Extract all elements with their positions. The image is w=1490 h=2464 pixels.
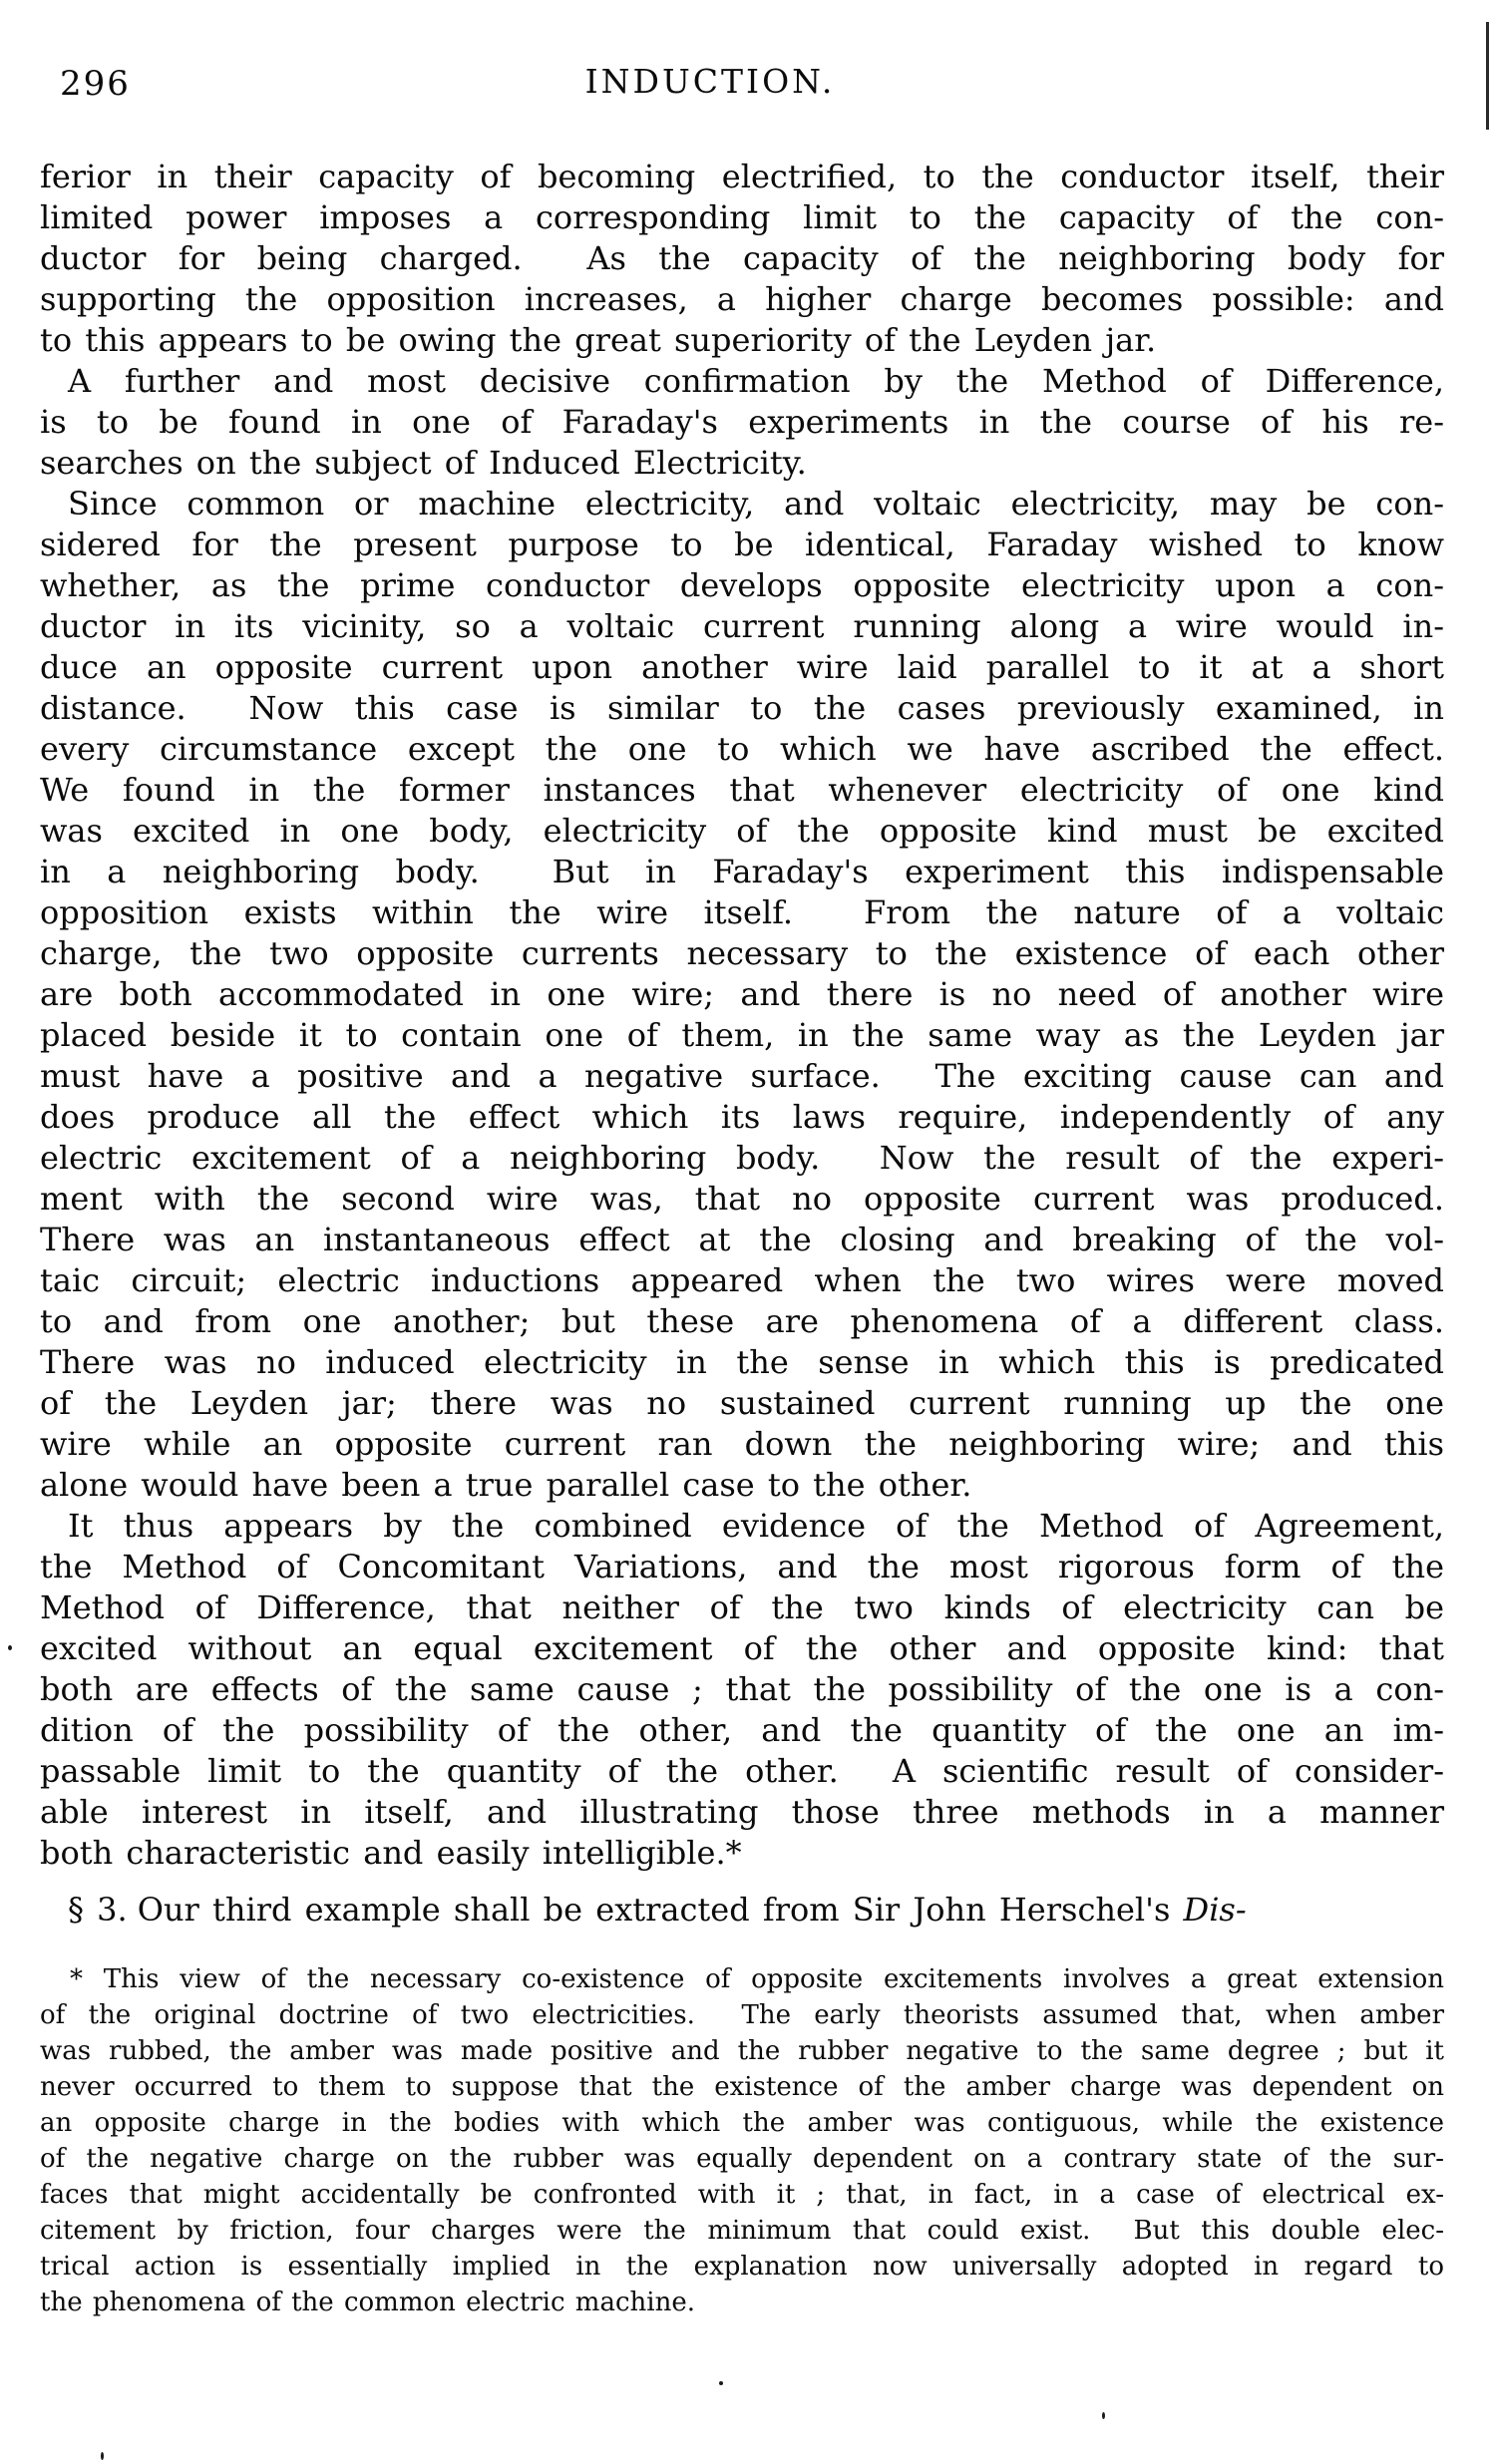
text-line: taic circuit; electric inductions appeared when the two wires were moved bbox=[40, 1261, 1444, 1299]
text-line: ment with the second wire was, that no opposite current was produced. bbox=[40, 1180, 1444, 1218]
text-line: must have a positive and a negative surface. The exciting cause can and bbox=[40, 1057, 1444, 1095]
running-header-title: INDUCTION. bbox=[584, 62, 836, 101]
text-line: passable limit to the quantity of the other. A scientific result of consider- bbox=[40, 1752, 1444, 1790]
text-line: Since common or machine electricity, and voltaic electricity, may be con- bbox=[68, 485, 1444, 523]
text-line: electric excitement of a neighboring body. Now the result of the experi- bbox=[40, 1139, 1444, 1177]
footnote-line: the phenomena of the common electric machine. bbox=[40, 2288, 695, 2317]
section-italic-word: Dis- bbox=[1183, 1891, 1247, 1929]
scan-speck bbox=[101, 2452, 104, 2460]
text-line: There was an instantaneous effect at the closing and breaking of the vol- bbox=[40, 1221, 1444, 1258]
text-line: alone would have been a true parallel case to the other. bbox=[40, 1466, 972, 1504]
text-line: It thus appears by the combined evidence of the Method of Agreement, bbox=[68, 1507, 1444, 1545]
text-line: supporting the opposition increases, a higher charge becomes possible: and bbox=[40, 280, 1444, 318]
text-line: of the Leyden jar; there was no sustained current running up the one bbox=[40, 1384, 1444, 1422]
text-line: are both accommodated in one wire; and there is no need of another wire bbox=[40, 975, 1444, 1013]
text-line: searches on the subject of Induced Electricity. bbox=[40, 444, 807, 482]
text-line: to this appears to be owing the great superiority of the Leyden jar. bbox=[40, 321, 1157, 359]
text-line: to and from one another; but these are phenomena of a different class. bbox=[40, 1302, 1444, 1340]
footnote-line: citement by friction, four charges were the minimum that could exist. But this double elec- bbox=[40, 2216, 1444, 2246]
footnote-line: trical action is essentially implied in the explanation now universally adopted in regard to bbox=[40, 2252, 1444, 2282]
text-line: is to be found in one of Faraday's experiments in the course of his re- bbox=[40, 403, 1444, 441]
scan-speck bbox=[8, 1645, 12, 1650]
text-line: in a neighboring body. But in Faraday's experiment this indispensable bbox=[40, 853, 1444, 890]
text-line: excited without an equal excitement of the other and opposite kind: that bbox=[40, 1629, 1444, 1667]
text-line: every circumstance except the one to which we have ascribed the effect. bbox=[40, 730, 1444, 768]
text-line: both are effects of the same cause ; that the possibility of the one is a con- bbox=[40, 1670, 1444, 1708]
scan-edge-artifact bbox=[1486, 22, 1489, 130]
scan-speck bbox=[719, 2381, 723, 2385]
footnote-line: never occurred to them to suppose that the existence of the amber charge was dependent on bbox=[40, 2072, 1444, 2102]
section-text: Our third example shall be extracted from Sir John Herschel's bbox=[137, 1891, 1184, 1929]
text-line: ductor in its vicinity, so a voltaic current running along a wire would in- bbox=[40, 607, 1444, 645]
footnote-line: was rubbed, the amber was made positive and the rubber negative to the same degree ; but it bbox=[40, 2036, 1444, 2066]
text-line: opposition exists within the wire itself. From the nature of a voltaic bbox=[40, 893, 1444, 931]
text-line: Method of Difference, that neither of the two kinds of electricity can be bbox=[40, 1588, 1444, 1626]
page-number: 296 bbox=[60, 64, 131, 104]
section-heading bbox=[40, 1890, 1444, 1931]
body-text-block bbox=[40, 157, 1444, 1874]
footnote-line: faces that might accidentally be confronted with it ; that, in fact, in a case of electrical ex- bbox=[40, 2180, 1444, 2210]
text-line: was excited in one body, electricity of the opposite kind must be excited bbox=[40, 812, 1444, 850]
text-line: sidered for the present purpose to be identical, Faraday wished to know bbox=[40, 526, 1444, 563]
scan-speck bbox=[1102, 2412, 1105, 2419]
text-line: whether, as the prime conductor develops opposite electricity upon a con- bbox=[40, 566, 1444, 604]
text-line: dition of the possibility of the other, and the quantity of the one an im- bbox=[40, 1711, 1444, 1749]
text-line: A further and most decisive confirmation by the Method of Difference, bbox=[68, 362, 1444, 400]
section-marker: § 3. bbox=[68, 1891, 128, 1929]
text-line: does produce all the effect which its laws require, independently of any bbox=[40, 1098, 1444, 1136]
text-line: both characteristic and easily intelligible.* bbox=[40, 1834, 742, 1872]
text-line: placed beside it to contain one of them, in the same way as the Leyden jar bbox=[40, 1016, 1444, 1054]
text-line: wire while an opposite current ran down the neighboring wire; and this bbox=[40, 1425, 1444, 1463]
footnote-block bbox=[40, 1961, 1444, 2320]
text-line: ductor for being charged. As the capacity of the neighboring body for bbox=[40, 239, 1444, 277]
text-line: charge, the two opposite currents necessary to the existence of each other bbox=[40, 934, 1444, 972]
footnote-line: of the negative charge on the rubber was equally dependent on a contrary state of the sur- bbox=[40, 2144, 1444, 2174]
page-header bbox=[0, 62, 1490, 106]
text-line: distance. Now this case is similar to the cases previously examined, in bbox=[40, 689, 1444, 727]
text-line: limited power imposes a corresponding limit to the capacity of the con- bbox=[40, 198, 1444, 236]
text-line: able interest in itself, and illustrating those three methods in a manner bbox=[40, 1793, 1444, 1831]
footnote-line: of the original doctrine of two electricities. The early theorists assumed that, when amber bbox=[40, 2000, 1444, 2030]
text-line: duce an opposite current upon another wire laid parallel to it at a short bbox=[40, 648, 1444, 686]
text-line: the Method of Concomitant Variations, and the most rigorous form of the bbox=[40, 1548, 1444, 1585]
text-line: ferior in their capacity of becoming electrified, to the conductor itself, their bbox=[40, 158, 1444, 195]
text-line: There was no induced electricity in the sense in which this is predicated bbox=[40, 1343, 1444, 1381]
text-line: We found in the former instances that whenever electricity of one kind bbox=[40, 771, 1444, 809]
footnote-line: an opposite charge in the bodies with which the amber was contiguous, while the existence bbox=[40, 2108, 1444, 2138]
footnote-line: * This view of the necessary co-existence of opposite excitements involves a great extension bbox=[70, 1964, 1444, 1994]
